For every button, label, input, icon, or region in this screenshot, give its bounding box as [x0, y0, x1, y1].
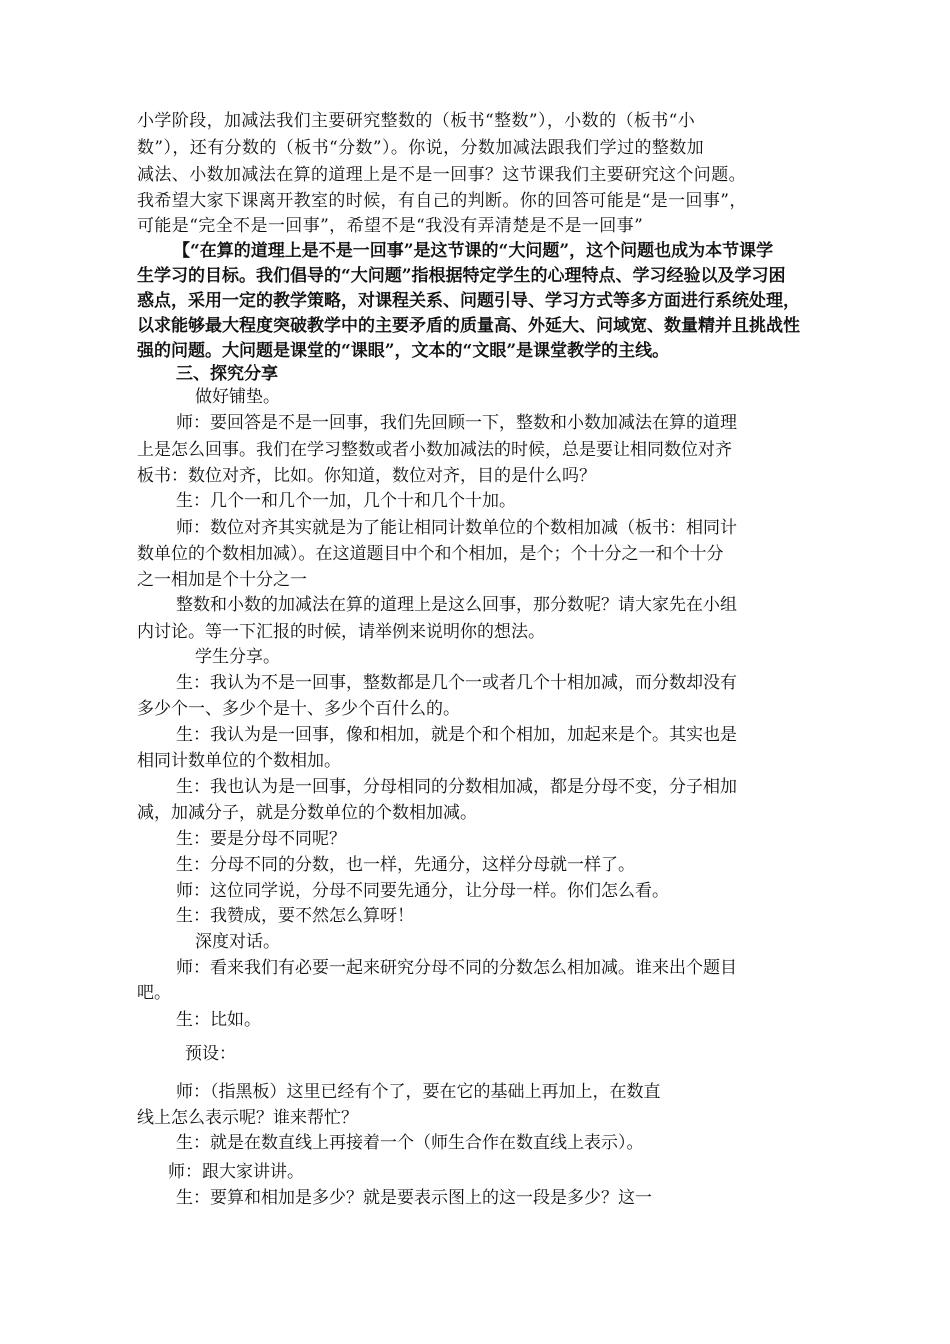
text-line: 减，加减分子，就是分数单位的个数相加减。 — [137, 803, 477, 823]
text-line: 师：数位对齐其实就是为了能让相同计数单位的个数相加减（板书：相同计 — [176, 518, 737, 538]
text-line: 多少个一、多少个是十、多少个百什么的。 — [137, 699, 460, 719]
text-line: 相同计数单位的个数相加。 — [137, 751, 341, 771]
preset-label: 预设： — [185, 1044, 236, 1064]
text-line: 数”），还有分数的（板书“分数”）。你说，分数加减法跟我们学过的整数加 — [137, 138, 705, 158]
student-line: 生：我赞成，要不然怎么算呀！ — [176, 906, 414, 926]
text-line: 生：我也认为是一回事，分母相同的分数相加减，都是分母不变，分子相加 — [176, 777, 737, 797]
student-line: 生：分母不同的分数，也一样，先通分，这样分母就一样了。 — [176, 855, 635, 875]
text-line: 整数和小数的加减法在算的道理上是这么回事，那分数呢？请大家先在小组 — [176, 595, 737, 615]
teacher-line: 师：跟大家讲讲。 — [168, 1162, 304, 1182]
section-heading: 三、探究分享 — [176, 364, 278, 384]
text-line: 生学习的目标。我们倡导的“大问题”指根据特定学生的心理特点、学习经验以及学习困 — [137, 266, 786, 286]
text-line: 强的问题。大问题是课堂的“课眼”，文本的“文眼”是课堂教学的主线。 — [137, 341, 670, 361]
text-line: 师：看来我们有必要一起来研究分母不同的分数怎么相加减。谁来出个题目 — [176, 958, 737, 978]
text-line: 我希望大家下课离开教室的时候，有自己的判断。你的回答可能是“是一回事”， — [137, 191, 747, 211]
teacher-line: 师：这位同学说，分母不同要先通分，让分母一样。你们怎么看。 — [176, 881, 669, 901]
text-line: 吧。 — [137, 983, 171, 1003]
student-line: 生：就是在数直线上再接着一个（师生合作在数直线上表示）。 — [176, 1133, 644, 1153]
text-line: 小学阶段，加减法我们主要研究整数的（板书“整数”），小数的（板书“小 — [137, 111, 696, 131]
text-line: 惑点，采用一定的教学策略，对课程关系、问题引导、学习方式等多方面进行系统处理， — [137, 291, 800, 311]
text-line: 师：要回答是不是一回事，我们先回顾一下，整数和小数加减法在算的道理 — [176, 413, 737, 433]
subheading: 深度对话。 — [195, 932, 280, 952]
text-line: 板书：数位对齐，比如。你知道，数位对齐，目的是什么吗？ — [137, 466, 596, 486]
text-line: 生：我认为不是一回事，整数都是几个一或者几个十相加减，而分数却没有 — [176, 673, 737, 693]
student-line: 生：几个一和几个一加，几个十和几个十加。 — [176, 491, 516, 511]
student-line: 生：比如。 — [176, 1010, 261, 1030]
text-line: 减法、小数加减法在算的道理上是不是一回事？这节课我们主要研究这个问题。 — [137, 165, 746, 185]
text-line: 之一相加是个十分之一 — [137, 570, 307, 590]
student-line: 生：要算和相加是多少？就是要表示图上的这一段是多少？这一 — [176, 1188, 652, 1208]
text-line: 上是怎么回事。我们在学习整数或者小数加减法的时候，总是要让相同数位对齐 — [137, 440, 732, 460]
subheading: 学生分享。 — [195, 647, 280, 667]
text-line: 生：我认为是一回事，像和相加，就是个和个相加，加起来是个。其实也是 — [176, 725, 737, 745]
text-line: 可能是“完全不是一回事”，希望不是“我没有弄清楚是不是一回事” — [137, 216, 644, 236]
text-line: 【“在算的道理上是不是一回事”是这节课的“大问题”，这个问题也成为本节课学 — [173, 241, 774, 261]
student-line: 生：要是分母不同呢？ — [176, 829, 346, 849]
subheading: 做好铺垫。 — [195, 387, 280, 407]
text-line: 线上怎么表示呢？谁来帮忙？ — [137, 1108, 358, 1128]
text-line: 内讨论。等一下汇报的时候，请举例来说明你的想法。 — [137, 622, 545, 642]
text-line: 数单位的个数相加减）。在这道题目中个和个相加，是个；个十分之一和个十分 — [137, 544, 724, 564]
text-line: 师：（指黑板）这里已经有个了，要在它的基础上再加上，在数直 — [176, 1082, 661, 1102]
text-line: 以求能够最大程度突破教学中的主要矛盾的质量高、外延大、问域宽、数量精并且挑战性 — [137, 316, 800, 336]
